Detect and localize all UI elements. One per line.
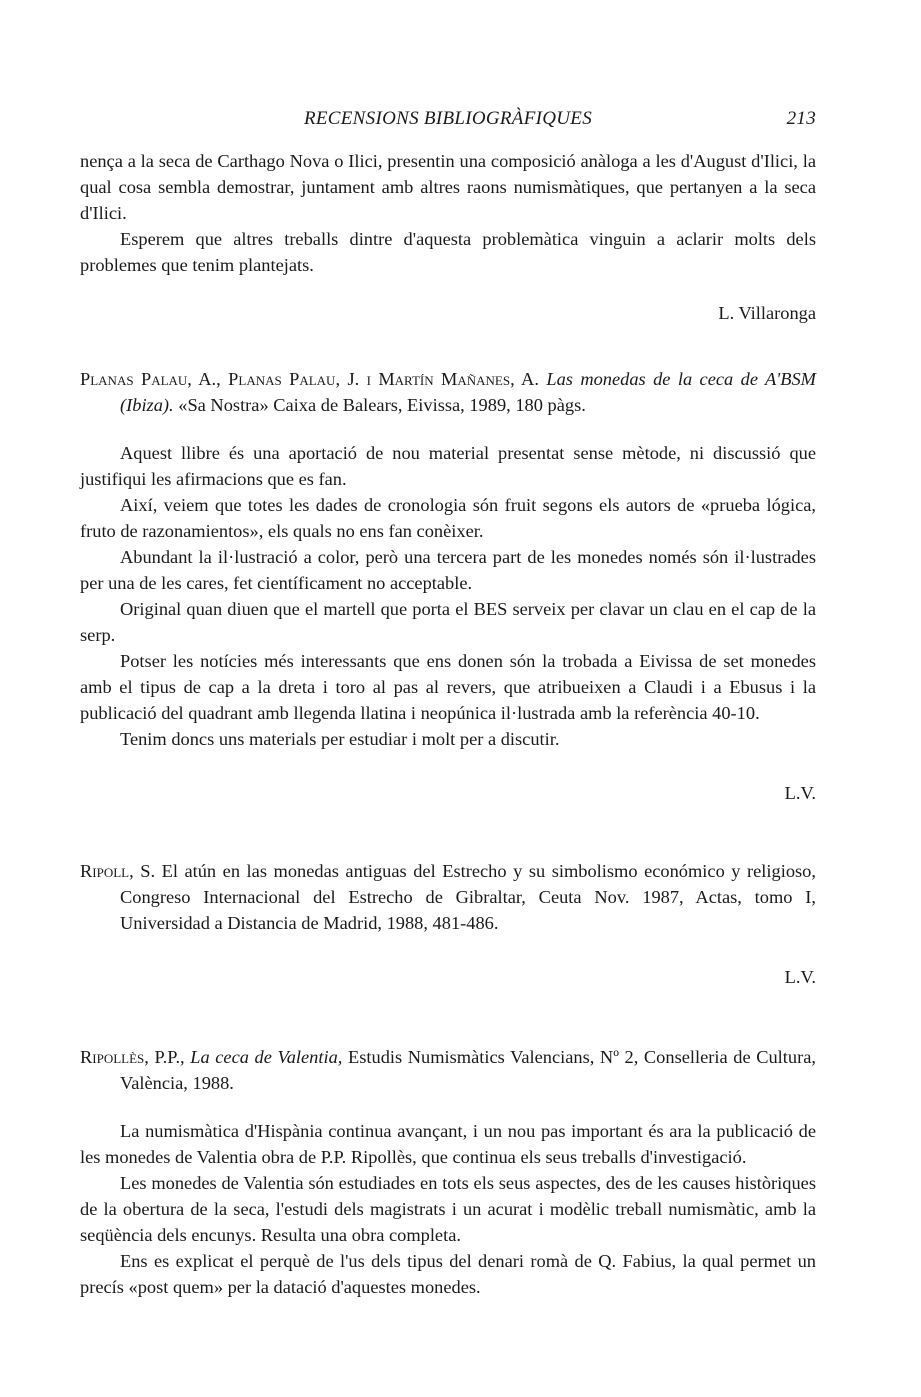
review-3-author: Ripollès, P.P.,: [80, 1047, 185, 1067]
page-body: [80, 148, 816, 1300]
running-header: [80, 104, 816, 134]
review-1-reference: [80, 366, 816, 418]
page-number: 213: [786, 108, 816, 129]
review-2-text: El atún en las monedas antiguas del Estrecho y su simbolismo económico y religioso, Congreso Internacional del Estrecho de Gibraltar, Ceuta Nov. 1987, Actas, tomo I, Universidad a Distancia de Madrid, 1988, 481-486.: [120, 861, 816, 933]
review-1-title: Las monedas de la ceca de A'BSM (Ibiza).: [120, 369, 816, 415]
intro-paragraph-2: Esperem que altres treballs dintre d'aquesta problemàtica vinguin a aclarir molts dels problemes que tenim plantejats.: [80, 229, 816, 275]
review-3-paragraph: La numismàtica d'Hispània continua avançant, i un nou pas important és ara la publicació de les monedes de Valentia obra de P.P. Ripollès, que continua els seus treballs d'investigació.: [80, 1121, 816, 1167]
review-3-reference: [80, 1044, 816, 1096]
review-2-author: Ripoll, S.: [80, 861, 156, 881]
review-3-paragraph: Les monedes de Valentia són estudiades en tots els seus aspectes, des de les causes històriques de la obertura de la seca, l'estudi dels magistrats i un acurat i modèlic treball numismàtic, amb la seqüència dels encunys. Resulta una obra completa.: [80, 1173, 816, 1245]
review-1-paragraph: Abundant la il·lustració a color, però una tercera part de les monedes només són il·lustrades per una de les cares, fet científicament no acceptable.: [80, 547, 816, 593]
review-3-title: La ceca de Valentia,: [190, 1047, 343, 1067]
review-3-publication: Estudis Numismàtics Valencians, Nº 2, Conselleria de Cultura, València, 1988.: [120, 1047, 816, 1093]
intro-paragraph-1: nença a la seca de Carthago Nova o Ilici, presentin una composició anàloga a les d'August d'Ilici, la qual cosa sembla demostrar, juntament amb altres raons numismàtiques, que pertanyen a la seca d'Ilici.: [80, 151, 816, 223]
signature-villaronga: L. Villaronga: [718, 303, 816, 323]
review-1-authors: Planas Palau, A., Planas Palau, J. i Martín Mañanes, A.: [80, 369, 539, 389]
running-title: RECENSIONS BIBLIOGRÀFIQUES: [303, 108, 592, 129]
review-1-body: [80, 440, 816, 752]
review-3-paragraph: Ens es explicat el perquè de l'us dels tipus del denari romà de Q. Fabius, la qual permet un precís «post quem» per la datació d'aquestes monedes.: [80, 1251, 816, 1297]
review-1-paragraph: Original quan diuen que el martell que porta el BES serveix per clavar un clau en el cap de la serp.: [80, 599, 816, 645]
review-1-publication: «Sa Nostra» Caixa de Balears, Eivissa, 1989, 180 pàgs.: [178, 395, 586, 415]
review-1-paragraph: Aquest llibre és una aportació de nou material presentat sense mètode, ni discussió que justifiqui les afirmacions que es fan.: [80, 443, 816, 489]
review-1-paragraph: Així, veiem que totes les dades de cronologia són fruit segons els autors de «prueba lógica, fruto de razonamientos», els quals no ens fan conèixer.: [80, 495, 816, 541]
signature-lv-1: L.V.: [784, 783, 816, 803]
review-1-paragraph: Potser les notícies més interessants que ens donen són la trobada a Eivissa de set monedes amb el tipus de cap a la dreta i toro al pas al revers, que atribueixen a Claudi i a Ebusus i la publicació del quadrant amb llegenda llatina i neopúnica il·lustrada amb la referència 40-10.: [80, 651, 816, 723]
signature-lv-2: L.V.: [784, 967, 816, 987]
review-3-body: [80, 1118, 816, 1300]
review-1-paragraph: Tenim doncs uns materials per estudiar i molt per a discutir.: [120, 729, 560, 749]
review-2-reference: [80, 858, 816, 936]
